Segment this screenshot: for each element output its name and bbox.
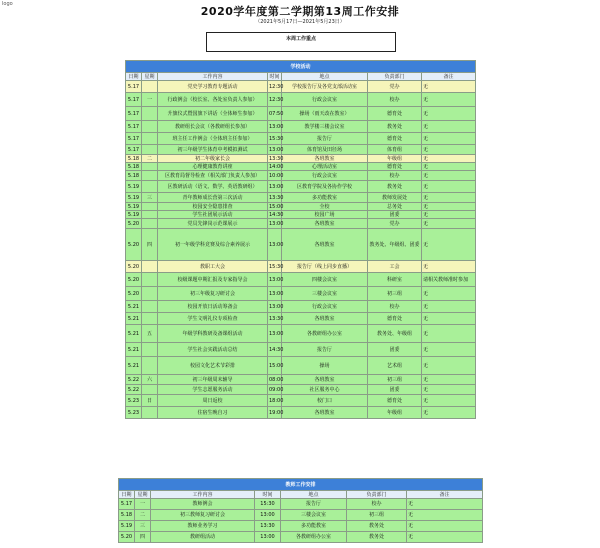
row-weekday: 六 xyxy=(142,375,158,385)
col-department: 负责部门 xyxy=(347,491,407,499)
row-department: 党办 xyxy=(368,81,422,93)
row-weekday xyxy=(142,219,158,229)
row-time: 15:30 xyxy=(255,499,281,510)
teacher-work-header-row xyxy=(119,491,483,499)
row-time: 14:30 xyxy=(269,211,284,218)
row-content: 教研组活动 xyxy=(151,532,255,543)
row-place: 操场（雨天改在教室） xyxy=(282,107,368,121)
table-row xyxy=(126,385,476,395)
col-time: 时间 xyxy=(269,73,280,80)
row-weekday: 三 xyxy=(135,521,151,532)
row-time: 10:00 xyxy=(269,172,284,179)
row-department: 团委 xyxy=(368,211,422,219)
row-content: 校园开放日活动筹备会 xyxy=(158,301,268,313)
row-date: 5.19 xyxy=(126,211,142,219)
row-department: 初三组 xyxy=(368,375,422,385)
row-place: 社区服务中心 xyxy=(282,385,368,395)
row-date: 5.20 xyxy=(126,261,142,273)
weekly-focus-title: 本周工作重点 xyxy=(285,36,316,42)
row-department: 校办 xyxy=(368,171,422,181)
row-time: 13:00 xyxy=(268,325,282,343)
row-place: 三楼会议室 xyxy=(282,287,368,301)
row-weekday xyxy=(142,163,158,171)
row-time: 12:30 xyxy=(268,93,282,107)
table-row xyxy=(126,325,476,343)
teacher-work-table xyxy=(118,478,483,543)
table-row xyxy=(126,343,476,357)
table-row xyxy=(126,313,476,325)
row-date: 5.20 xyxy=(126,287,142,301)
row-content: 区教研活动（语文、数学、英语教研组） xyxy=(158,181,268,193)
row-content: 校园安全隐患排查 xyxy=(158,203,268,211)
row-date: 5.17 xyxy=(126,121,142,133)
row-time: 13:00 xyxy=(255,532,281,543)
row-note: 请相关教师准时参加 xyxy=(422,273,476,287)
row-note: 无 xyxy=(422,121,476,133)
row-date: 5.17 xyxy=(126,81,142,93)
row-note: 无 xyxy=(422,155,476,163)
row-place: 全校 xyxy=(282,203,368,211)
row-place: 报告厅 xyxy=(282,133,368,145)
row-note: 无 xyxy=(422,395,476,407)
row-place: 多功能教室 xyxy=(281,521,347,532)
row-content: 区教育局督导检查（相关部门负责人参加） xyxy=(158,171,268,181)
row-note: 无 xyxy=(422,229,476,261)
row-weekday xyxy=(142,81,158,93)
row-date: 5.19 xyxy=(126,203,142,211)
row-weekday xyxy=(142,171,158,181)
row-place: 报告厅（线上同步直播） xyxy=(282,261,368,273)
row-department: 教务处 xyxy=(368,121,422,133)
row-note: 无 xyxy=(407,510,483,521)
row-time: 14:00 xyxy=(269,163,284,170)
row-note: 无 xyxy=(422,211,476,219)
row-weekday xyxy=(142,181,158,193)
row-content: 学生文明礼仪专项检查 xyxy=(158,313,268,325)
row-weekday xyxy=(142,145,158,155)
row-time: 15:00 xyxy=(268,357,282,375)
row-place: 各教研组办公室 xyxy=(281,532,347,543)
row-time: 07:50 xyxy=(268,107,282,121)
row-date: 5.18 xyxy=(126,171,142,181)
row-content: 教职工大会 xyxy=(158,261,268,273)
row-date: 5.21 xyxy=(126,343,142,357)
table-row xyxy=(126,81,476,93)
row-content: 教师业务学习 xyxy=(151,521,255,532)
row-weekday: 一 xyxy=(142,93,158,107)
row-place: 行政会议室 xyxy=(282,301,368,313)
row-note: 无 xyxy=(422,193,476,203)
row-note: 无 xyxy=(422,107,476,121)
row-department: 教师发展处 xyxy=(368,193,422,203)
table-row xyxy=(126,163,476,171)
row-note: 无 xyxy=(422,261,476,273)
row-weekday xyxy=(142,357,158,375)
row-department: 教务处、年级组、团委 xyxy=(368,229,422,261)
table-row xyxy=(126,121,476,133)
row-weekday xyxy=(142,287,158,301)
row-content: 学生社团展示活动 xyxy=(158,211,268,219)
row-place: 校门口 xyxy=(282,395,368,407)
row-department: 艺术组 xyxy=(368,357,422,375)
row-department: 校办 xyxy=(368,93,422,107)
row-place: 操场 xyxy=(282,357,368,375)
row-date: 5.19 xyxy=(119,521,135,532)
row-department: 教务处 xyxy=(347,532,407,543)
row-department: 年级组 xyxy=(368,155,422,163)
row-time: 13:30 xyxy=(269,155,284,162)
col-note: 备注 xyxy=(422,73,476,81)
row-date: 5.20 xyxy=(126,273,142,287)
row-note: 无 xyxy=(422,93,476,107)
row-department: 科研室 xyxy=(368,273,422,287)
row-weekday: 四 xyxy=(142,229,158,261)
row-content: 青年教师成长营第三次活动 xyxy=(158,193,268,203)
table-row xyxy=(126,107,476,121)
row-note: 无 xyxy=(422,301,476,313)
row-note: 无 xyxy=(422,357,476,375)
row-content: 初三年级学生体育中考模拟测试 xyxy=(158,145,268,155)
row-time: 09:00 xyxy=(269,386,284,393)
row-place: 报告厅 xyxy=(281,499,347,510)
document-date-range: （2021年5月17日—2021年5月23日） xyxy=(255,19,345,25)
row-time: 13:00 xyxy=(268,287,282,301)
row-weekday xyxy=(142,385,158,395)
school-activity-banner: 学校活动 xyxy=(126,61,476,73)
row-note: 无 xyxy=(407,499,483,510)
row-weekday xyxy=(142,343,158,357)
row-time: 13:00 xyxy=(255,510,281,521)
row-place: 多功能教室 xyxy=(282,193,368,203)
row-department: 教务处 xyxy=(347,521,407,532)
row-weekday xyxy=(142,211,158,219)
col-content: 工作内容 xyxy=(158,73,268,81)
row-department: 初三组 xyxy=(347,510,407,521)
col-weekday: 星期 xyxy=(142,73,158,81)
row-department: 党办 xyxy=(368,219,422,229)
table-row xyxy=(126,273,476,287)
row-weekday: 四 xyxy=(135,532,151,543)
row-time: 15:30 xyxy=(268,133,282,145)
row-note: 无 xyxy=(422,203,476,211)
row-place: 行政会议室 xyxy=(282,171,368,181)
row-place: 各班教室 xyxy=(282,375,368,385)
row-content: 教研组长会议（各教研组长参加） xyxy=(158,121,268,133)
table-row xyxy=(126,193,476,203)
row-time: 18:00 xyxy=(268,395,282,407)
row-weekday xyxy=(142,107,158,121)
row-note: 无 xyxy=(422,287,476,301)
row-department: 教务处、年级组 xyxy=(368,325,422,343)
row-note: 无 xyxy=(422,407,476,419)
row-weekday: 三 xyxy=(142,193,158,203)
row-time: 13:00 xyxy=(268,181,282,193)
row-content: 班主任工作例会（全体班主任参加） xyxy=(158,133,268,145)
row-department: 德育处 xyxy=(368,313,422,325)
row-time: 19:00 xyxy=(268,407,282,419)
row-content: 初三年级周末辅导 xyxy=(158,375,268,385)
school-activity-table xyxy=(125,60,476,419)
row-note: 无 xyxy=(422,313,476,325)
row-department: 德育处 xyxy=(368,163,422,171)
row-date: 5.20 xyxy=(126,219,142,229)
row-department: 德育处 xyxy=(368,133,422,145)
col-department: 负责部门 xyxy=(368,73,422,81)
row-content: 初三年级复习研讨会 xyxy=(158,287,268,301)
row-content: 行政例会（校长室、各处室负责人参加） xyxy=(158,93,268,107)
row-time: 13:00 xyxy=(269,146,284,153)
row-note: 无 xyxy=(422,219,476,229)
row-department: 校办 xyxy=(347,499,407,510)
teacher-work-banner: 教师工作安排 xyxy=(119,479,483,491)
row-place: 各班教室 xyxy=(282,313,368,325)
row-time: 13:00 xyxy=(268,121,282,133)
row-department: 团委 xyxy=(368,343,422,357)
row-date: 5.19 xyxy=(126,181,142,193)
row-date: 5.18 xyxy=(126,155,142,163)
table-row xyxy=(126,93,476,107)
table-row xyxy=(119,510,483,521)
row-content: 心理健康教育讲座 xyxy=(158,163,268,171)
table-row xyxy=(126,395,476,407)
row-date: 5.19 xyxy=(126,193,142,203)
row-date: 5.23 xyxy=(126,395,142,407)
row-time: 14:30 xyxy=(268,343,282,357)
row-date: 5.17 xyxy=(126,93,142,107)
row-department: 体育组 xyxy=(368,145,422,155)
row-weekday xyxy=(142,407,158,419)
row-place: 三楼会议室 xyxy=(281,510,347,521)
row-place: 心理活动室 xyxy=(282,163,368,171)
table-row xyxy=(126,181,476,193)
col-time: 时间 xyxy=(255,491,281,499)
row-department: 工会 xyxy=(368,261,422,273)
row-content: 住宿生晚自习 xyxy=(158,407,268,419)
row-note: 无 xyxy=(422,325,476,343)
row-weekday xyxy=(142,313,158,325)
row-date: 5.21 xyxy=(126,301,142,313)
row-content: 初三教师复习研讨会 xyxy=(151,510,255,521)
table-row xyxy=(126,145,476,155)
row-content: 初二年级家长会 xyxy=(158,155,268,163)
row-note: 无 xyxy=(422,385,476,395)
row-department: 团委 xyxy=(368,385,422,395)
row-date: 5.18 xyxy=(119,510,135,521)
table-row xyxy=(126,229,476,261)
row-content: 升旗仪式暨国旗下讲话（全体师生参加） xyxy=(158,107,268,121)
row-content: 年级学科教研及备课组活动 xyxy=(158,325,268,343)
row-time: 13:30 xyxy=(269,194,284,201)
row-weekday: 二 xyxy=(135,510,151,521)
row-time: 13:00 xyxy=(268,273,282,287)
row-content: 党史学习教育专题活动 xyxy=(158,81,268,93)
row-time: 15:00 xyxy=(269,203,284,210)
row-place: 四楼会议室 xyxy=(282,273,368,287)
table-row xyxy=(126,287,476,301)
row-place: 行政会议室 xyxy=(282,93,368,107)
row-date: 5.17 xyxy=(126,145,142,155)
row-content: 周日返校 xyxy=(158,395,268,407)
row-date: 5.22 xyxy=(126,375,142,385)
table-row xyxy=(126,219,476,229)
row-place: 各班教室 xyxy=(282,229,368,261)
row-place: 学校报告厅及各党支部活动室 xyxy=(282,81,368,93)
row-note: 无 xyxy=(422,375,476,385)
weekly-focus-box xyxy=(206,32,396,52)
row-weekday xyxy=(142,203,158,211)
row-date: 5.23 xyxy=(126,407,142,419)
row-department: 校办 xyxy=(368,301,422,313)
row-note: 无 xyxy=(407,521,483,532)
row-date: 5.20 xyxy=(126,229,142,261)
row-time: 13:00 xyxy=(268,301,282,313)
row-date: 5.21 xyxy=(126,357,142,375)
row-time: 12:30 xyxy=(268,81,282,93)
col-weekday: 星期 xyxy=(135,491,151,499)
row-time: 13:00 xyxy=(269,220,284,227)
row-content: 教师例会 xyxy=(151,499,255,510)
row-place: 各班教室 xyxy=(282,407,368,419)
row-weekday xyxy=(142,273,158,287)
row-note: 无 xyxy=(422,133,476,145)
row-weekday: 日 xyxy=(142,395,158,407)
table-row xyxy=(126,261,476,273)
table-row xyxy=(126,171,476,181)
table-row xyxy=(119,521,483,532)
row-place: 区教育学院及各协作学校 xyxy=(282,181,368,193)
row-time: 08:00 xyxy=(269,376,284,383)
row-note: 无 xyxy=(422,145,476,155)
row-weekday xyxy=(142,133,158,145)
row-note: 无 xyxy=(422,171,476,181)
row-date: 5.18 xyxy=(126,163,142,171)
table-row xyxy=(126,211,476,219)
row-time: 13:30 xyxy=(268,313,282,325)
row-note: 无 xyxy=(422,181,476,193)
row-date: 5.17 xyxy=(119,499,135,510)
school-logo-text: logo xyxy=(2,1,13,7)
row-content: 学生志愿服务活动 xyxy=(158,385,268,395)
table-row xyxy=(126,155,476,163)
table-row xyxy=(126,301,476,313)
row-place: 各教研组办公室 xyxy=(282,325,368,343)
col-note: 备注 xyxy=(407,491,483,499)
school-activity-header-row xyxy=(126,73,476,81)
row-date: 5.22 xyxy=(126,385,142,395)
row-place: 各班教室 xyxy=(282,219,368,229)
row-weekday: 二 xyxy=(142,155,158,163)
row-date: 5.17 xyxy=(126,107,142,121)
table-row xyxy=(119,532,483,543)
row-department: 初三组 xyxy=(368,287,422,301)
row-note: 无 xyxy=(422,163,476,171)
row-department: 德育处 xyxy=(368,107,422,121)
row-date: 5.21 xyxy=(126,325,142,343)
row-weekday xyxy=(142,261,158,273)
row-weekday: 五 xyxy=(142,325,158,343)
row-date: 5.20 xyxy=(119,532,135,543)
row-department: 德育处 xyxy=(368,395,422,407)
table-row xyxy=(126,133,476,145)
table-row xyxy=(126,407,476,419)
table-row xyxy=(126,357,476,375)
row-place: 校园广场 xyxy=(282,211,368,219)
row-time: 15:30 xyxy=(268,261,282,273)
col-date: 日期 xyxy=(119,491,135,499)
col-place: 地点 xyxy=(282,73,368,81)
row-note: 无 xyxy=(422,81,476,93)
row-content: 党员先锋岗示范课展示 xyxy=(158,219,268,229)
table-row xyxy=(119,499,483,510)
row-place: 各班教室 xyxy=(282,155,368,163)
row-content: 学生社会实践活动总结 xyxy=(158,343,268,357)
row-content: 校级课题中期汇报及专家指导会 xyxy=(158,273,268,287)
table-row xyxy=(126,203,476,211)
row-content: 校园文化艺术节彩排 xyxy=(158,357,268,375)
row-department: 总务处 xyxy=(368,203,422,211)
row-weekday xyxy=(142,301,158,313)
row-department: 年级组 xyxy=(368,407,422,419)
row-place: 报告厅 xyxy=(282,343,368,357)
row-content: 初一年级学科竞赛及综合素养展示 xyxy=(158,229,268,261)
row-date: 5.21 xyxy=(126,313,142,325)
document-title: 2020学年度第二学期第13周工作安排 xyxy=(200,5,400,18)
table-row xyxy=(126,375,476,385)
row-note: 无 xyxy=(407,532,483,543)
row-weekday xyxy=(142,121,158,133)
row-weekday: 一 xyxy=(135,499,151,510)
row-time: 13:30 xyxy=(255,521,281,532)
col-place: 地点 xyxy=(281,491,347,499)
row-note: 无 xyxy=(422,343,476,357)
row-department: 教务处 xyxy=(368,181,422,193)
col-date: 日期 xyxy=(126,73,142,81)
col-content: 工作内容 xyxy=(151,491,255,499)
row-date: 5.17 xyxy=(126,133,142,145)
row-time: 13:00 xyxy=(268,229,282,261)
row-place: 体育馆及田径场 xyxy=(282,145,368,155)
row-place: 教学楼三楼会议室 xyxy=(282,121,368,133)
